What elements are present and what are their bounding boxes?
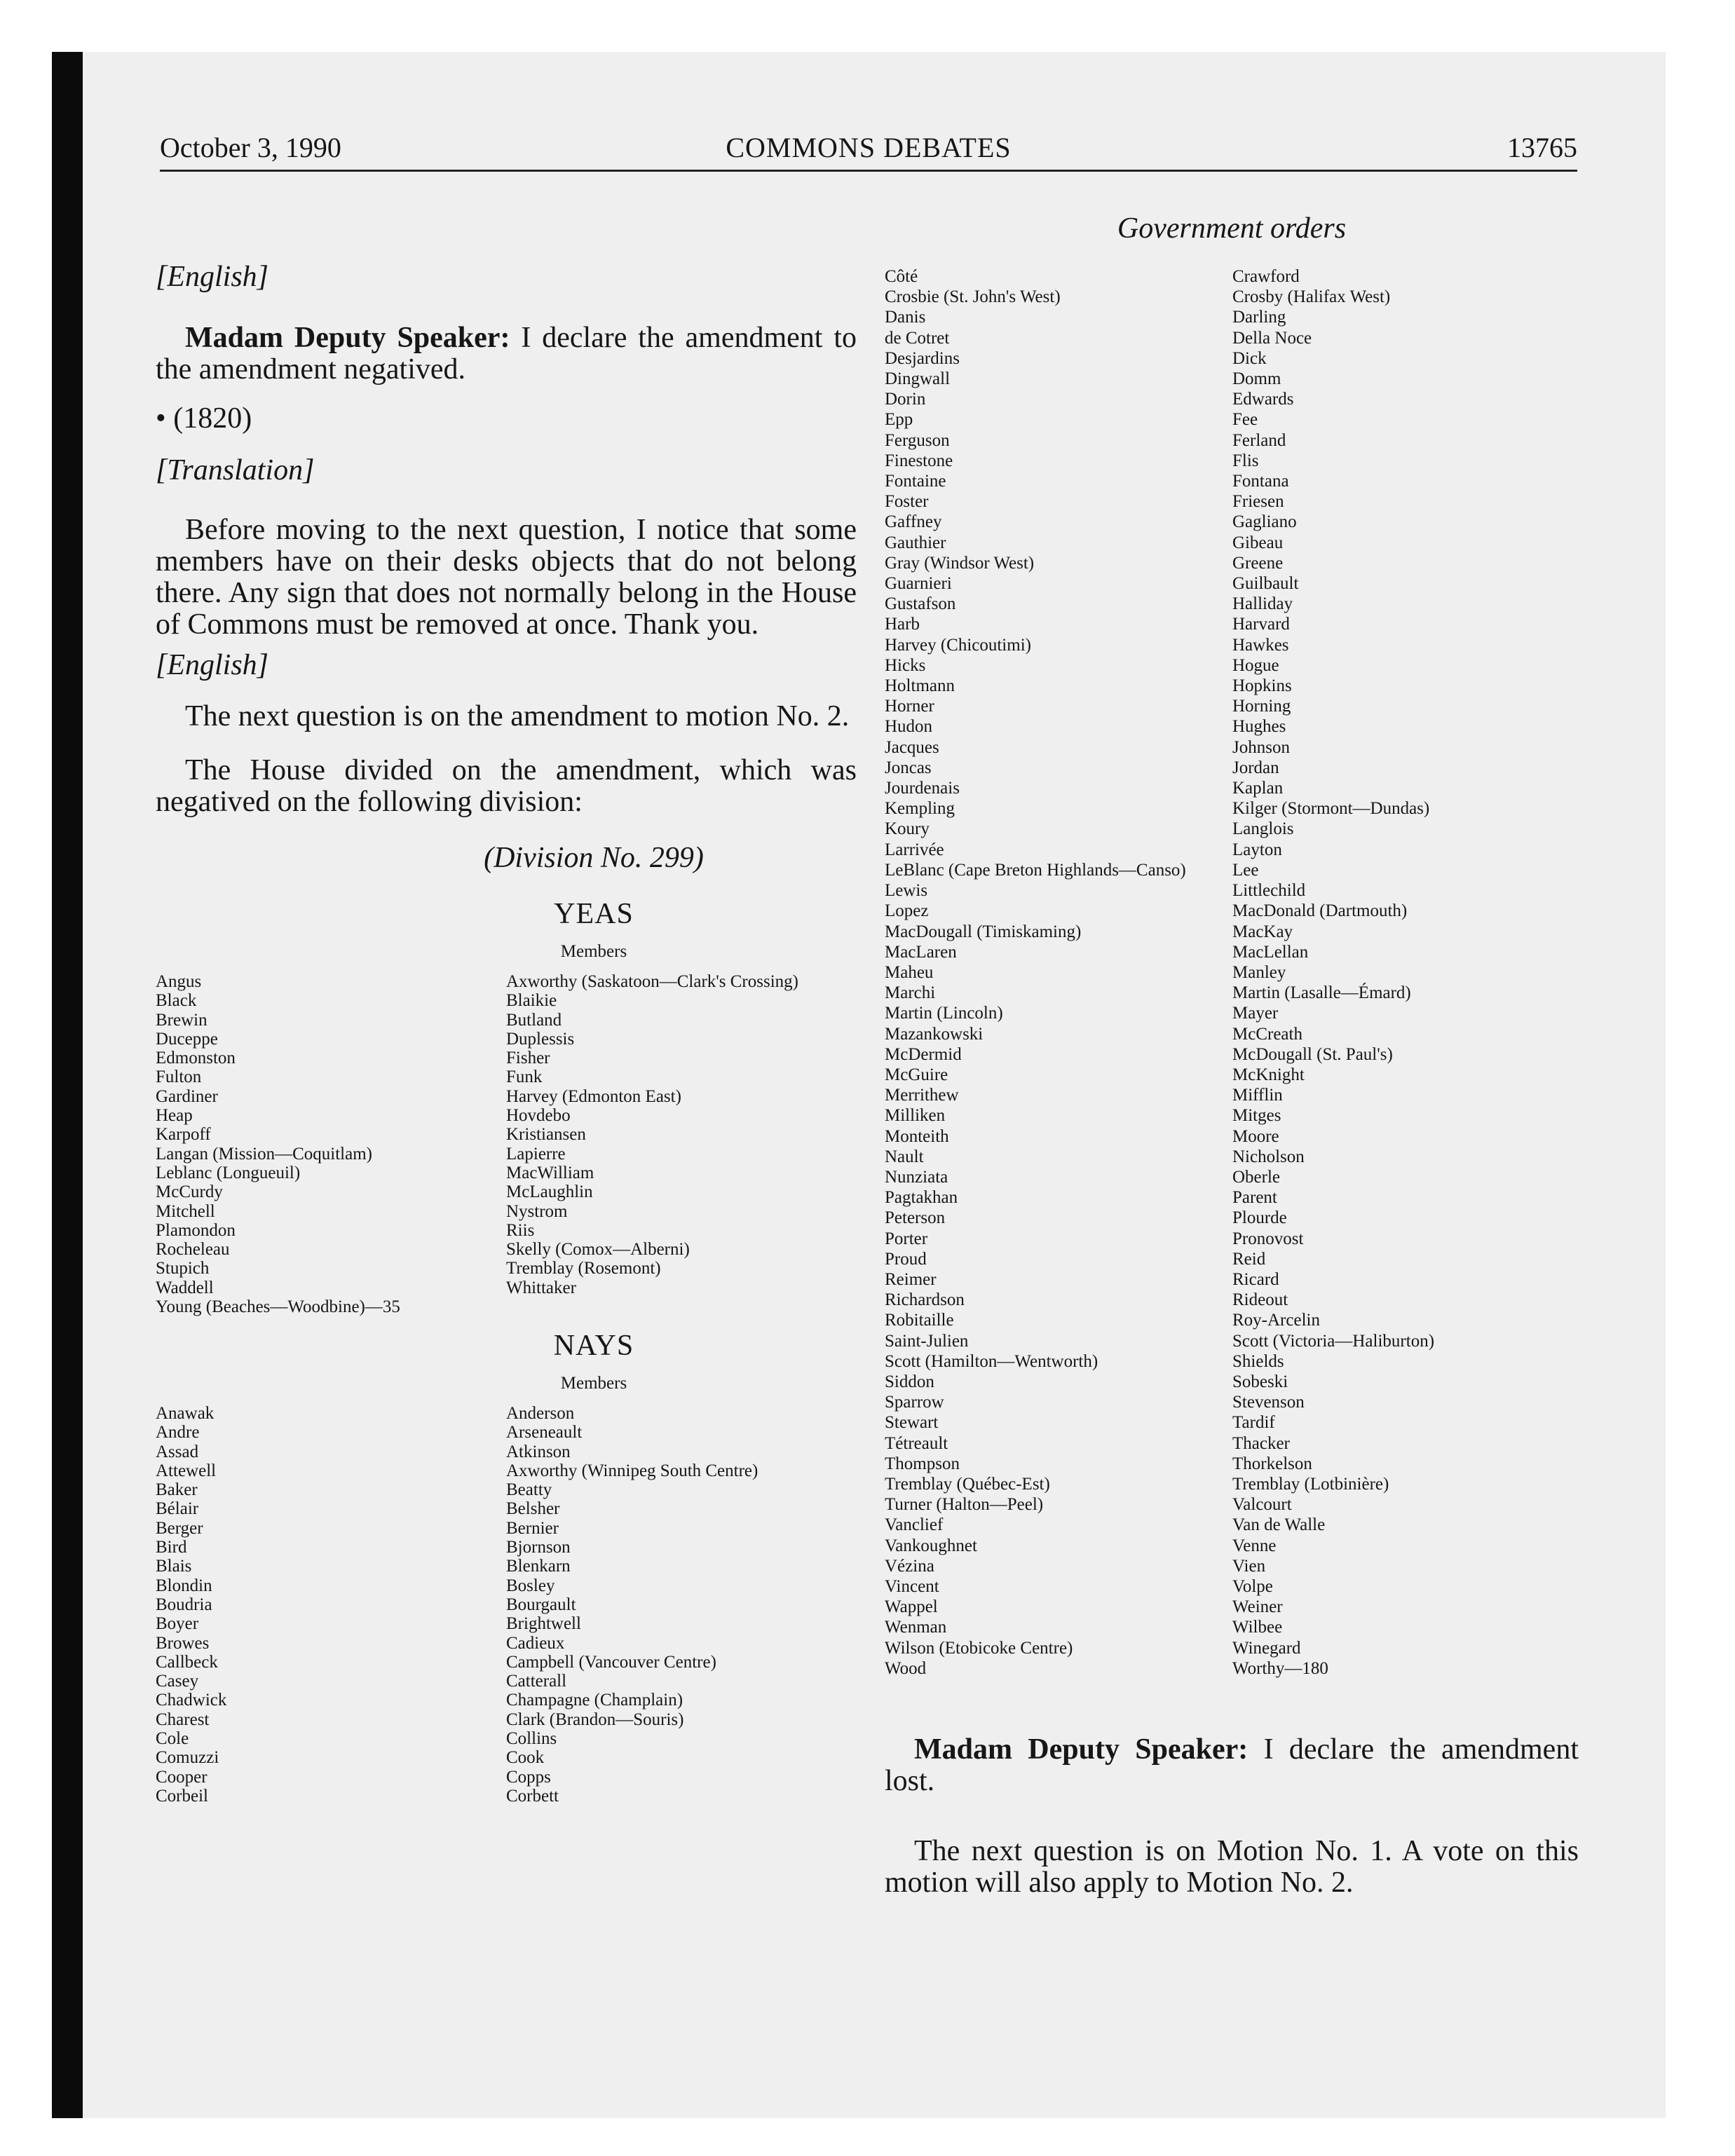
language-marker: [Translation] <box>156 454 315 486</box>
member-name: Gaffney <box>885 512 942 532</box>
nays-column-3 <box>885 266 1221 1679</box>
member-name: Monteith <box>885 1126 949 1146</box>
member-name: Bernier <box>506 1518 559 1538</box>
member-name: Domm <box>1232 369 1281 389</box>
yeas-list <box>156 972 857 1323</box>
language-marker: [English] <box>156 261 269 293</box>
member-name: MacKay <box>1232 922 1293 941</box>
member-name: Holtmann <box>885 676 955 696</box>
member-name: Axworthy (Saskatoon—Clark's Crossing) <box>506 972 798 991</box>
division-title: (Division No. 299) <box>484 842 704 874</box>
member-name: Copps <box>506 1767 551 1787</box>
nays-column-1 <box>156 1404 499 1806</box>
member-name: Beatty <box>506 1480 552 1500</box>
member-name: Mitchell <box>156 1201 215 1221</box>
member-name: Cadieux <box>506 1633 565 1653</box>
member-name: Angus <box>156 972 202 991</box>
member-name: LeBlanc (Cape Breton Highlands—Canso) <box>885 860 1186 880</box>
nays-list <box>156 1404 857 1810</box>
member-name: Martin (Lasalle—Émard) <box>1232 983 1411 1003</box>
member-name: Horner <box>885 697 934 716</box>
member-name: Volpe <box>1232 1577 1273 1596</box>
member-name: Thompson <box>885 1454 960 1473</box>
member-name: Fontaine <box>885 472 946 491</box>
member-name: Mitges <box>1232 1106 1281 1126</box>
member-name: Leblanc (Longueuil) <box>156 1163 301 1182</box>
member-name: Tremblay (Québec-Est) <box>885 1474 1050 1494</box>
member-name: Boudria <box>156 1595 212 1614</box>
member-name: Berger <box>156 1518 203 1538</box>
member-name: Brightwell <box>506 1614 581 1634</box>
left-column <box>156 259 857 1810</box>
member-name: Duceppe <box>156 1029 218 1049</box>
paragraph: Before moving to the next question, I notice that some members have on their desks objects that do not belong there. Any sign that does not normally belong in the House of Commons must be removed at once. Thank you. <box>156 514 857 641</box>
member-name: Guilbault <box>1232 574 1299 594</box>
member-name: Riis <box>506 1220 535 1240</box>
member-name: Charest <box>156 1710 210 1729</box>
member-name: Della Noce <box>1232 328 1312 348</box>
nays-column-4 <box>1232 266 1583 1679</box>
member-name: Vézina <box>885 1556 934 1576</box>
member-name: Scott (Hamilton—Wentworth) <box>885 1351 1098 1371</box>
member-name: Butland <box>506 1010 562 1030</box>
nays-heading: NAYS <box>553 1330 634 1362</box>
member-name: Larrivée <box>885 840 944 859</box>
member-name: Gustafson <box>885 594 956 614</box>
member-name: Corbeil <box>156 1786 208 1806</box>
binding-edge <box>52 52 83 2118</box>
member-name: Heap <box>156 1106 193 1126</box>
yeas-column-1 <box>156 972 499 1316</box>
member-name: Darling <box>1232 308 1286 327</box>
member-name: MacDougall (Timiskaming) <box>885 922 1082 941</box>
member-name: Johnson <box>1232 737 1290 757</box>
member-name: Danis <box>885 308 926 327</box>
member-name: de Cotret <box>885 328 950 348</box>
paragraph: The next question is on the amendment to motion No. 2. <box>185 700 850 732</box>
member-name: Martin (Lincoln) <box>885 1004 1003 1023</box>
member-name: Moore <box>1232 1126 1279 1146</box>
member-name: McDermid <box>885 1044 962 1064</box>
nays-column-2 <box>506 1404 857 1806</box>
member-name: Gagliano <box>1232 512 1297 532</box>
member-name: Lewis <box>885 881 928 901</box>
member-name: Desjardins <box>885 348 960 368</box>
member-name: Wilson (Etobicoke Centre) <box>885 1638 1073 1658</box>
member-name: Winegard <box>1232 1638 1301 1658</box>
member-name: Langlois <box>1232 819 1294 839</box>
language-marker: [English] <box>156 649 269 681</box>
member-name: Rocheleau <box>156 1240 230 1260</box>
member-name: Blais <box>156 1557 192 1576</box>
member-name: Arseneault <box>506 1423 583 1442</box>
member-name: Harvey (Edmonton East) <box>506 1086 681 1106</box>
member-name: Pronovost <box>1232 1229 1304 1248</box>
member-name: Finestone <box>885 451 953 470</box>
member-name: Joncas <box>885 758 932 777</box>
member-name: Fee <box>1232 410 1258 430</box>
member-name: Callbeck <box>156 1652 218 1672</box>
member-name: McDougall (St. Paul's) <box>1232 1044 1393 1064</box>
member-name: Robitaille <box>885 1311 954 1330</box>
member-name: Roy-Arcelin <box>1232 1311 1320 1330</box>
member-name: Blondin <box>156 1576 212 1595</box>
member-name: Weiner <box>1232 1597 1283 1617</box>
member-name: Bjornson <box>506 1538 571 1557</box>
member-name: Richardson <box>885 1290 965 1310</box>
member-name: Wood <box>885 1658 927 1678</box>
member-name: Venne <box>1232 1536 1277 1555</box>
yeas-heading: YEAS <box>554 898 634 930</box>
member-name: Harb <box>885 615 920 634</box>
member-name: Pagtakhan <box>885 1188 958 1208</box>
member-name: Clark (Brandon—Souris) <box>506 1710 684 1729</box>
member-name: Tétreault <box>885 1433 948 1453</box>
member-name: Horning <box>1232 697 1291 716</box>
member-name: Hughes <box>1232 717 1286 737</box>
member-name: Browes <box>156 1633 210 1653</box>
yeas-column-2 <box>506 972 857 1297</box>
member-name: Champagne (Champlain) <box>506 1691 683 1710</box>
member-name: Vien <box>1232 1556 1266 1576</box>
member-name: Foster <box>885 492 929 512</box>
member-name: Jordan <box>1232 758 1279 777</box>
member-name: Hogue <box>1232 655 1279 675</box>
member-name: Wappel <box>885 1597 938 1617</box>
member-name: Turner (Halton—Peel) <box>885 1495 1044 1515</box>
member-name: Cook <box>506 1748 545 1768</box>
member-name: Bourgault <box>506 1595 576 1614</box>
member-name: Parent <box>1232 1188 1277 1208</box>
speaker-paragraph: Madam Deputy Speaker: I declare the amendment lost. <box>885 1733 1579 1797</box>
member-name: Nunziata <box>885 1167 948 1187</box>
paragraph: The House divided on the amendment, which was negatived on the following division: <box>156 754 857 818</box>
member-name: Fontana <box>1232 472 1289 491</box>
member-name: Porter <box>885 1229 928 1248</box>
member-name: Reid <box>1232 1249 1266 1269</box>
member-name: Mayer <box>1232 1004 1279 1023</box>
member-name: Thorkelson <box>1232 1454 1312 1473</box>
member-name: Siddon <box>885 1372 934 1391</box>
member-name: Saint-Julien <box>885 1331 969 1351</box>
member-name: Kilger (Stormont—Dundas) <box>1232 799 1430 819</box>
member-name: McKnight <box>1232 1065 1305 1084</box>
member-name: Mazankowski <box>885 1024 984 1044</box>
member-name: Black <box>156 991 197 1011</box>
member-name: Kaplan <box>1232 779 1284 798</box>
member-name: MacDonald (Dartmouth) <box>1232 901 1408 921</box>
member-name: Ferguson <box>885 430 950 450</box>
member-name: Rideout <box>1232 1290 1288 1310</box>
member-name: Gauthier <box>885 533 946 552</box>
member-name: Peterson <box>885 1208 946 1228</box>
member-name: Bélair <box>156 1499 199 1519</box>
member-name: Crawford <box>1232 267 1300 286</box>
member-name: McGuire <box>885 1065 948 1084</box>
member-name: Hopkins <box>1232 676 1292 696</box>
member-name: Fulton <box>156 1067 202 1087</box>
member-name: Shields <box>1232 1351 1284 1371</box>
member-name: Hawkes <box>1232 635 1289 655</box>
member-name: Reimer <box>885 1269 937 1289</box>
member-name: Langan (Mission—Coquitlam) <box>156 1144 372 1164</box>
member-name: Vincent <box>885 1577 939 1596</box>
member-name: Wenman <box>885 1618 947 1637</box>
member-name: Assad <box>156 1442 199 1461</box>
member-name: Lee <box>1232 860 1259 880</box>
member-name: Hovdebo <box>506 1106 571 1126</box>
member-name: Dingwall <box>885 369 951 389</box>
speaker-paragraph: Madam Deputy Speaker: I declare the amendment to the amendment negatived. <box>156 322 857 386</box>
member-name: Côté <box>885 267 918 286</box>
member-name: Lapierre <box>506 1144 566 1164</box>
member-name: Worthy—180 <box>1232 1658 1328 1678</box>
member-name: Fisher <box>506 1049 550 1068</box>
member-name: Stupich <box>156 1259 210 1278</box>
member-name: McCreath <box>1232 1024 1302 1044</box>
member-name: Sparrow <box>885 1393 944 1412</box>
member-name: Koury <box>885 819 930 839</box>
member-name: Littlechild <box>1232 881 1306 901</box>
member-name: Kempling <box>885 799 955 819</box>
member-name: Gardiner <box>156 1086 218 1106</box>
members-label: Members <box>560 1374 627 1393</box>
time-marker: • (1820) <box>156 402 252 435</box>
member-name: Maheu <box>885 962 934 982</box>
member-name: Stevenson <box>1232 1393 1305 1412</box>
member-name: Greene <box>1232 553 1284 573</box>
member-name: Manley <box>1232 962 1286 982</box>
member-name: Andre <box>156 1423 200 1442</box>
member-name: Wilbee <box>1232 1618 1283 1637</box>
member-name: Casey <box>156 1672 199 1691</box>
member-name: Belsher <box>506 1499 560 1519</box>
member-name: Cooper <box>156 1767 207 1787</box>
member-name: Duplessis <box>506 1029 575 1049</box>
member-name: Blaikie <box>506 991 557 1011</box>
member-name: Hudon <box>885 717 933 737</box>
member-name: Kristiansen <box>506 1125 586 1145</box>
member-name: Tremblay (Lotbinière) <box>1232 1474 1389 1494</box>
member-name: Friesen <box>1232 492 1284 512</box>
member-name: Jacques <box>885 737 939 757</box>
member-name: Vanclief <box>885 1515 944 1535</box>
page-header <box>160 130 1577 172</box>
member-name: Plamondon <box>156 1220 236 1240</box>
member-name: Scott (Victoria—Haliburton) <box>1232 1331 1435 1351</box>
member-name: MacLellan <box>1232 942 1309 962</box>
header-page-number: 13765 <box>1507 132 1577 163</box>
member-name: Anderson <box>506 1404 575 1423</box>
member-name: Catterall <box>506 1672 567 1691</box>
member-name: Attewell <box>156 1461 217 1480</box>
member-name: Crosbie (St. John's West) <box>885 287 1061 307</box>
member-name: Tremblay (Rosemont) <box>506 1259 661 1278</box>
member-name: Plourde <box>1232 1208 1287 1228</box>
member-name: Cole <box>156 1729 189 1749</box>
member-name: Lopez <box>885 901 929 921</box>
member-name: Van de Walle <box>1232 1515 1326 1535</box>
member-name: Mifflin <box>1232 1086 1283 1105</box>
member-name: Whittaker <box>506 1278 576 1297</box>
member-name: Milliken <box>885 1106 946 1126</box>
member-name: Flis <box>1232 451 1259 470</box>
member-name: Sobeski <box>1232 1372 1288 1391</box>
section-title: Government orders <box>1117 212 1347 245</box>
header-title: COMMONS DEBATES <box>726 132 1012 163</box>
member-name: Nicholson <box>1232 1147 1305 1166</box>
member-name: Nystrom <box>506 1201 568 1221</box>
member-name: Karpoff <box>156 1125 211 1145</box>
member-name: Stewart <box>885 1413 939 1433</box>
member-name: Halliday <box>1232 594 1293 614</box>
member-name: Ferland <box>1232 430 1286 450</box>
member-name: Corbett <box>506 1786 559 1806</box>
member-name: Chadwick <box>156 1691 227 1710</box>
member-name: Bosley <box>506 1576 555 1595</box>
paragraph: The next question is on Motion No. 1. A vote on this motion will also apply to Motion No. 2. <box>885 1835 1579 1899</box>
member-name: Ricard <box>1232 1269 1279 1289</box>
member-name: Campbell (Vancouver Centre) <box>506 1652 716 1672</box>
member-name: Dorin <box>885 390 926 409</box>
member-name: Comuzzi <box>156 1748 219 1768</box>
right-text <box>885 1734 1579 1899</box>
member-name: Boyer <box>156 1614 199 1634</box>
header-date: October 3, 1990 <box>160 132 341 163</box>
member-name: Edmonston <box>156 1049 236 1068</box>
member-name: Collins <box>506 1729 557 1749</box>
member-name: Valcourt <box>1232 1495 1292 1515</box>
member-name: Tardif <box>1232 1413 1275 1433</box>
member-name: McCurdy <box>156 1182 223 1202</box>
member-name: Axworthy (Winnipeg South Centre) <box>506 1461 758 1480</box>
member-name: Guarnieri <box>885 574 952 594</box>
member-name: Nault <box>885 1147 924 1166</box>
member-name: Harvey (Chicoutimi) <box>885 635 1031 655</box>
member-name: Hicks <box>885 655 926 675</box>
member-name: Gibeau <box>1232 533 1284 552</box>
member-name: Layton <box>1232 840 1282 859</box>
member-name: Epp <box>885 410 913 430</box>
member-name: MacWilliam <box>506 1163 594 1182</box>
member-name: McLaughlin <box>506 1182 593 1202</box>
member-name: Bird <box>156 1538 187 1557</box>
member-name: Dick <box>1232 348 1267 368</box>
member-name: Anawak <box>156 1404 215 1423</box>
member-name: Waddell <box>156 1278 214 1297</box>
member-name: Harvard <box>1232 615 1290 634</box>
member-name: Gray (Windsor West) <box>885 553 1035 573</box>
member-name: Proud <box>885 1249 927 1269</box>
member-name: Marchi <box>885 983 936 1003</box>
members-label: Members <box>560 942 627 961</box>
member-name: Young (Beaches—Woodbine)—35 <box>156 1297 400 1317</box>
member-name: Vankoughnet <box>885 1536 977 1555</box>
member-name: Brewin <box>156 1010 207 1030</box>
member-name: Atkinson <box>506 1442 571 1461</box>
member-name: Thacker <box>1232 1433 1290 1453</box>
member-name: Blenkarn <box>506 1557 571 1576</box>
member-name: MacLaren <box>885 942 957 962</box>
member-name: Funk <box>506 1067 543 1087</box>
member-name: Baker <box>156 1480 198 1500</box>
member-name: Merrithew <box>885 1086 959 1105</box>
member-name: Jourdenais <box>885 779 960 798</box>
member-name: Edwards <box>1232 390 1294 409</box>
member-name: Skelly (Comox—Alberni) <box>506 1240 690 1260</box>
member-name: Oberle <box>1232 1167 1281 1187</box>
member-name: Crosby (Halifax West) <box>1232 287 1391 307</box>
